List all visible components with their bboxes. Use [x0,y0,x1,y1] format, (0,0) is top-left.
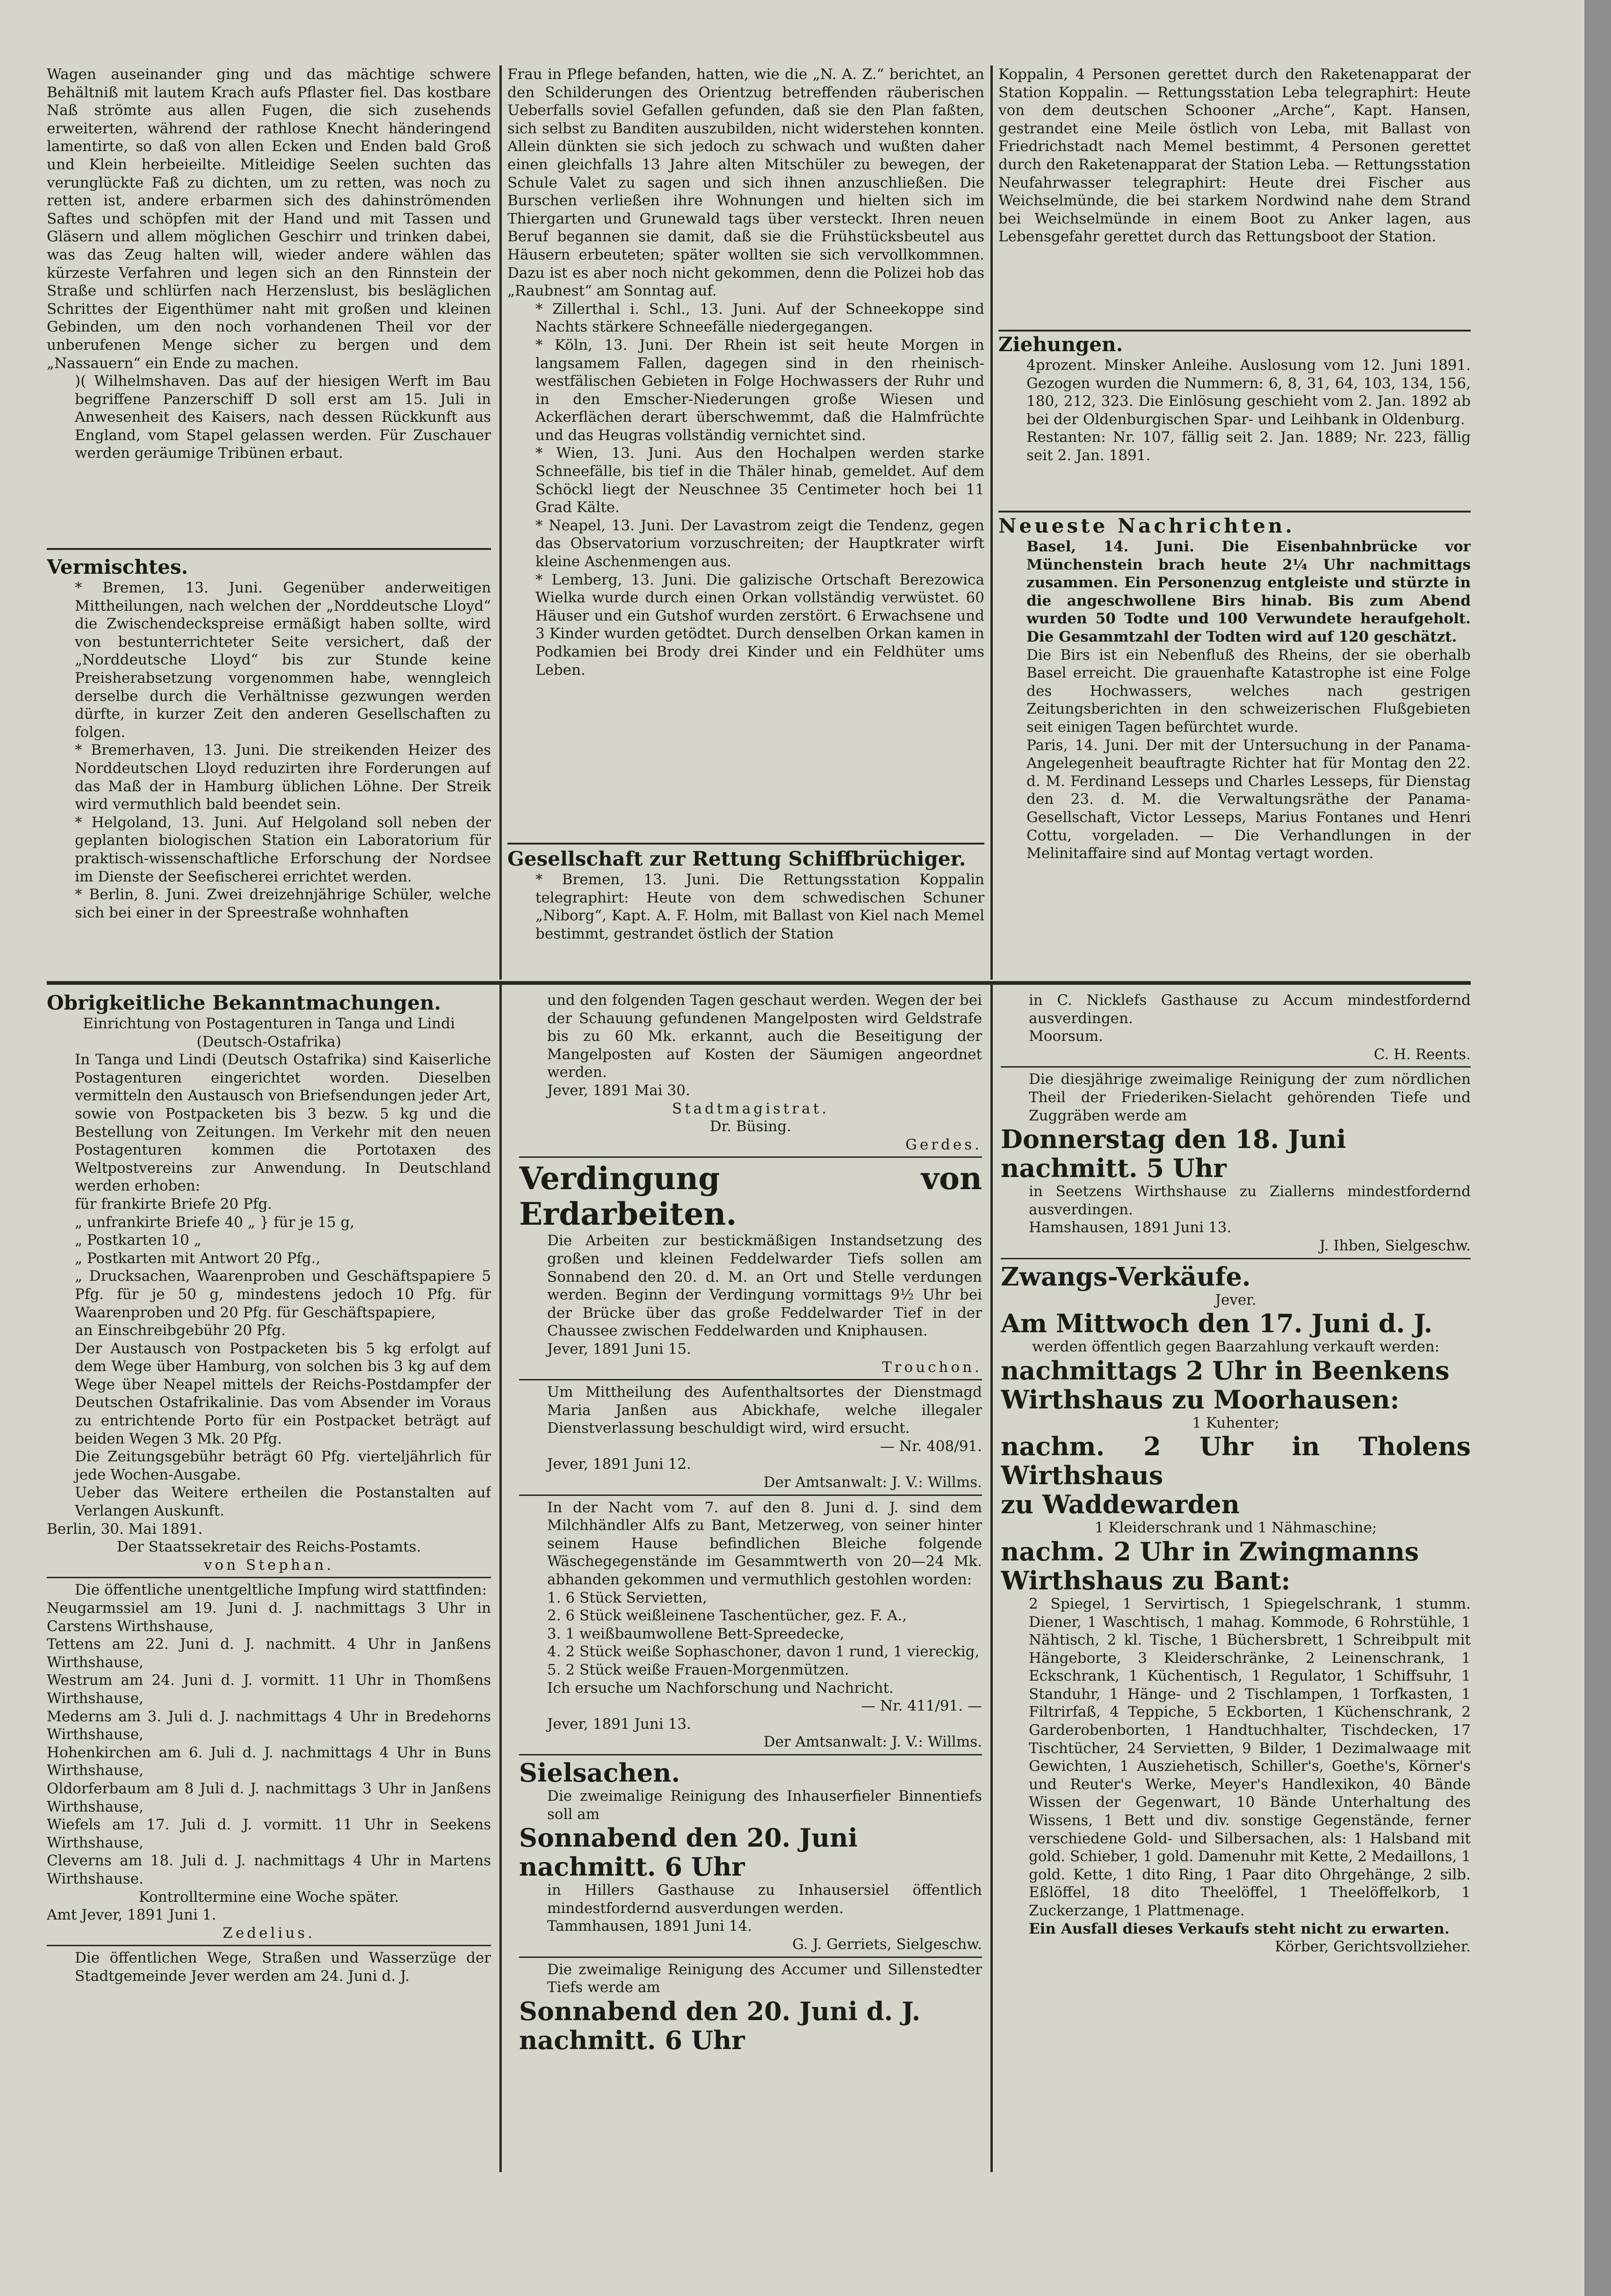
impf-entry: Westrum am 24. Juni d. J. vormitt. 11 Uhr in Thomßens Wirthshause, [47,1672,491,1707]
amt-date: Amt Jever, 1891 Juni 1. [47,1906,217,1924]
notice-text: Die zweimalige Reinigung des Accumer und Sillenstedter Tiefs werde am [547,1961,982,1996]
notice-signature: Trouchon. [882,1358,982,1376]
article-text: Frau in Pflege befanden, hatten, wie die „N. A. Z.“ berichtet, an den Schilderungen des Orientzug betreffenden räuberischen Ueberfalls soviel Gefallen gefunden, daß sie den Plan faßten, sich selbst zu Banditen auszubilden, nicht widerstehen konnten. Allein dünkten sie sich jedoch zu schwach und wußten daher einen gleichfalls 13 Jahre alten Mitschüler zu bewegen, der Schule Valet zu sagen und sich ihnen anzuschließen. Die Burschen verließen ihre Wohnungen und hielten sich im Thiergarten und Grunewald tags über versteckt. Ihren neuen Beruf begannen sie damit, daß sie die Frühstücksbeutel aus Häusern erbeuteten; später wollten sie sich vervollkommnen. Dazu ist es aber noch nicht gekommen, denn die Polizei hob das „Raubnest“ am Sonntag auf. [507,66,984,300]
notice-signature: von Stephan. [203,1556,334,1574]
article-koppalin: Koppalin, 4 Personen gerettet durch den Raketenapparat der Station Koppalin. — Rettungsstation Leba telegraphirt: Heute von dem deutschen Schooner „Arche“, Kapt. Hansen, gestrandet eine Meile östlich von Leba, mit Ballast von Friedrichstadt nach Memel bestimmt, 4 Personen gerettet durch den Raketenapparat der Station Leba. — Rettungsstation Neufahrwasser telegraphirt: Heute drei Fischer aus Weichselmünde, die bei starkem Nordwind nahe dem Strand bei Weichselmünde in einem Boot zu Anker lagen, aus Lebensgefahr gerettet durch das Rettungsboot der Station. [998,66,1471,245]
notice-time-large: nachmitt. 6 Uhr [519,1852,745,1882]
rate-line: „ Postkarten mit Antwort 20 Pfg., [75,1249,321,1267]
section-heading-neueste: Neueste Nachrichten. [998,514,1295,537]
notice-text: Die zweimalige Reinigung des Inhauserfieler Binnentiefs soll am [547,1787,982,1823]
article-wilhelmshaven: )( Wilhelmshaven. Das auf der hiesigen Werft im Bau begriffene Panzerschiff D soll erst am 15. Juli in Anwesenheit des Kaisers, nach dessen Rückkunft aus England, vom Stapel gelassen werden. Für Zuschauer werden geräumige Tribünen erbaut. [75,373,491,462]
notice-date-large: Sonnabend den 20. Juni d. J. [519,1996,921,2026]
notice-date-large: Sonnabend den 20. Juni [519,1823,858,1853]
notice-text: in C. Nicklefs Gasthause zu Accum mindestfordernd ausverdingen. [1029,992,1471,1027]
rule [519,1495,982,1496]
sale-items: 1 Kleiderschrank und 1 Nähmaschine; [1094,1519,1377,1537]
article-rettungsstation: * Bremen, 13. Juni. Die Rettungsstation Koppalin telegraphirt: Heute von dem schwedischen Schuner „Niborg“, Kapt. A. F. Holm, mit Ballast von Kiel nach Memel bestimmt, gestrandet östlich der Station [535,871,984,942]
notice-text: in Seetzens Wirthshause zu Ziallerns mindestfordernd ausverdingen. [1029,1183,1471,1218]
notice-date: Jever, 1891 Juni 12. [547,1456,691,1473]
notice-signature: Der Amtsanwalt: J. V.: Willms. [763,1733,982,1751]
notice-text: werden öffentlich gegen Baarzahlung verkauft werden: [1032,1338,1440,1356]
rule [519,1957,982,1958]
list-item: 3. 1 weißbaumwollene Bett-Spreedecke, [547,1625,845,1642]
impf-entry: Hohenkirchen am 6. Juli d. J. nachmittags 4 Uhr in Buns Wirthshause, [47,1744,491,1779]
section-rule [47,981,1471,985]
article-koeln: * Köln, 13. Juni. Der Rhein ist seit heute Morgen in langsamem Fallen, dagegen sind in den rheinisch-westfälischen Gebieten in Folge Hochwassers der Ruhr und in den Emscher-Niederungen große Wiesen und Ackerflächen derart überschwemmt, daß die Halmfrüchte und das Heugras vollständig vernichtet sind. [535,336,984,444]
notice-date-large: Am Mittwoch den 17. Juni d. J. [1001,1308,1433,1339]
article-lemberg: * Lemberg, 13. Juni. Die galizische Ortschaft Berezowica Wielka wurde durch einen Orkan vollständig verwüstet. 60 Häuser und ein Gutshof wurden zerstört. 6 Erwachsene und 3 Kinder wurden getödtet. Durch denselben Orkan kamen in Podkamien bei Brody drei Kinder und ein Feldhüter ums Leben. [535,571,984,679]
notice-text: Die diesjährige zweimalige Reinigung der zum nördlichen Theil der Friederiken-Sielacht gehörenden Tiefe und Zuggräben werde am [1029,1071,1471,1124]
notice-signature: Gerdes. [905,1136,982,1153]
rule [47,1577,491,1578]
rate-line: „ Drucksachen, Waarenproben und Geschäftspapiere 5 Pfg. für je 50 g, mindestens jedoch 10 Pfg. für Waarenproben und 20 Pfg. für Geschäftspapiere, [75,1268,491,1321]
notice-date-large: Donnerstag den 18. Juni [1001,1124,1346,1155]
notice-date: Tammhausen, 1891 Juni 14. [547,1918,752,1935]
rule [47,1945,491,1946]
top-column-1b [47,556,491,976]
article-bremerhaven: * Bremerhaven, 13. Juni. Die streikenden Heizer des Norddeutschen Lloyd reduzirten ihre Forderungen auf das Maß der in Hamburg üblichen Löhne. Der Streik wird vermuthlich bald beendet sein. [75,742,491,813]
top-column-3c [998,514,1471,980]
bottom-column-1 [47,991,491,2174]
sale-location: nachmittags 2 Uhr in Beenkens [1001,1355,1450,1386]
list-item: 4. 2 Stück weiße Sophaschoner, davon 1 rund, 1 viereckig, [547,1643,980,1661]
rate-line: „ Postkarten 10 „ [75,1232,202,1249]
article-bremen: * Bremen, 13. Juni. Gegenüber anderweitigen Mittheilungen, nach welchen der „Norddeutsche Lloyd“ die Zwischendeckspreise ermäßigt haben sollte, wird von bestunterrichteter Seite versichert, daß der „Norddeutsche Lloyd“ bis zur Stunde keine Preisherabsetzung vorgenommen habe, wenngleich derselbe durch die Verhältnisse gezwungen werden dürfte, in kurzer Zeit den anderen Gesellschaften zu folgen. [75,579,491,741]
article-restanten: Restanten: Nr. 107, fällig seit 2. Jan. 1889; Nr. 223, fällig seit 2. Jan. 1891. [1026,429,1471,464]
notice-place: Berlin, 30. Mai 1891. [47,1520,203,1538]
notice-date: Jever, 1891 Juni 13. [547,1715,691,1733]
section-heading-ziehungen: Ziehungen. [998,333,1123,356]
article-helgoland: * Helgoland, 13. Juni. Auf Helgoland soll neben der geplanten biologischen Station ein Laboratorium für praktisch-wissenschaftliche Erforschung der Nordsee im Dienste der Seefischerei errichtet werden. [75,814,491,885]
notice-time-large: nachmitt. 5 Uhr [1001,1153,1227,1184]
bottom-column-3 [1001,991,1471,2174]
notice-signature: J. Ihben, Sielgeschw. [1319,1237,1471,1254]
sale-location: zu Waddewarden [1001,1489,1240,1520]
notice-number: — Nr. 411/91. — [861,1697,982,1715]
notice-text: In Tanga und Lindi (Deutsch Ostafrika) sind Kaiserliche Postagenturen eingerichtet worden. Dieselben vermitteln den Austausch von Briefsendungen jeder Art, sowie von Postpacketen bis 3 bezw. 5 kg und die Bestellung von Zeitungen. Im Verkehr mit den neuen Postagenturen kommen die Portotaxen des Weltpostvereins zur Anwendung. In Deutschland werden erhoben: [75,1051,491,1195]
notice-signature: G. J. Gerriets, Sielgeschw. [792,1935,982,1953]
column-divider [499,65,502,980]
rule [507,843,984,845]
impf-entry: Mederns am 3. Juli d. J. nachmittags 4 Uhr in Bredehorns Wirthshause, [47,1708,491,1743]
impf-intro: Die öffentliche unentgeltliche Impfung wird stattfinden: [75,1581,487,1599]
amt-signature: Zedelius. [223,1924,315,1942]
article-basel: Basel, 14. Juni. Die Eisenbahnbrücke vor Münchenstein brach heute 2¼ Uhr nachmittags zusammen. Ein Personenzug entgleiste und stürzte in die angeschwollene Birs hinab. Bis zum Abend wurden 50 Todte und 100 Verwundete heraufgeholt. Die Gesammtzahl der Todten wird auf 120 geschätzt. [1026,538,1471,645]
notice-place: Jever. [1215,1291,1257,1308]
article-text: Wagen auseinander ging und das mächtige schwere Behältniß mit lautem Krach aufs Pflaster fiel. Das kostbare Naß strömte aus allen Fugen, die sich zusehends erweiterten, während der rathlose Knecht händeringend lamentirte, so daß von allen Ecken und Enden bald Groß und Klein herbeieilte. Mitleidige Seelen suchten das verunglückte Faß zu dichten, um zu retten, was noch zu retten ist, andere erbarmen sich des dahinströmenden Saftes und schöpfen mit der Hand und mit Tassen und Gläsern und allem möglichen Geschirr und trinken dabei, was das Zeug halten will, wieder andere wählen das kürzeste Verfahren und legen sich an den Rinnstein der Straße und schlürfen nach Herzenslust, bis besläglichen Schrittes der Eigenthümer naht mit großen und kleinen Gebinden, um den noch vorhandenen Theil vor der unberufenen Menge sicher zu bergen und dem „Nassauern“ ein Ende zu machen. [47,66,491,372]
rule [998,330,1471,332]
column-divider [499,984,502,2172]
section-heading-vermischtes: Vermischtes. [47,556,188,578]
notice-date: Jever, 1891 Mai 30. [547,1082,690,1099]
list-item: 5. 2 Stück weiße Frauen-Morgenmützen. [547,1661,849,1678]
rule [519,1156,982,1158]
sale-items: 2 Spiegel, 1 Servirtisch, 1 Spiegelschrank, 1 stumm. Diener, 1 Waschtisch, 1 mahag. Kommode, 6 Rohrstühle, 1 Nähtisch, 2 kl. Tische, 1 Büchersbrett, 1 Schreibpult mit Hängeborte, 3 Kleiderschränke, 2 Leinenschrank, 1 Eckschrank, 1 Küchentisch, 1 Regulator, 1 Schiffsuhr, 1 Standuhr, 1 Hänge- und 2 Tischlampen, 1 Torfkasten, 1 Filtrirfaß, 4 Teppiche, 5 Eckborten, 1 Küchenschrank, 2 Garderobenborten, 1 Handtuchhalter, Tischdecken, 17 Tischtücher, 24 Servietten, 9 Bilder, 1 Dezimalwaage mit Gewichten, 1 Ausziehetisch, Schiller's, Goethe's, Körner's und Reuter's Werke, Meyer's Handlexikon, 40 Bände Wissen der Gegenwart, 10 Bände Unterhaltung des Wissens, 1 Bett und div. sonstige Gegenstände, ferner verschiedene Gold- und Silbersachen, als: 1 Halsband mit gold. Schieber, 1 gold. Damenuhr mit Kette, 2 Medaillons, 1 gold. Kette, 1 dito Ring, 1 Paar dito Ohrgehänge, 2 silb. Eßlöffel, 18 dito Theelöffel, 1 Theelöffelkorb, 1 Zuckerzange, 1 Plattmenage. [1029,1595,1471,1919]
impf-entry: Tettens am 22. Juni d. J. nachmitt. 4 Uhr in Janßens Wirthshause, [47,1636,491,1671]
notice-signature: Stadtmagistrat. [672,1100,830,1117]
sale-location: nachm. 2 Uhr in Zwingmanns [1001,1536,1419,1567]
notice-text: Die öffentlichen Wege, Straßen und Wasserzüge der Stadtgemeinde Jever werden am 24. Juni d. J. [75,1949,491,1985]
top-column-2b [507,847,984,981]
rule [519,1379,982,1380]
heading-sielsachen: Sielsachen. [519,1757,680,1788]
rule [998,511,1471,513]
bottom-column-2 [519,991,982,2174]
section-heading-rettung: Gesellschaft zur Rettung Schiffbrüchiger. [507,847,966,870]
notice-signature: Körber, Gerichtsvollzieher. [1275,1938,1471,1956]
notice-date: Jever, 1891 Juni 15. [547,1340,691,1357]
heading-zwangsverkaeufe: Zwangs-Verkäufe. [1001,1261,1251,1292]
rate-line: für frankirte Briefe 20 Pfg. [75,1195,272,1213]
article-minsker: 4prozent. Minsker Anleihe. Auslosung vom 12. Juni 1891. Gezogen wurden die Nummern: 6, 8, 31, 64, 103, 134, 156, 180, 212, 323. Die Einlösung geschieht vom 2. Jan. 1892 ab bei der Oldenburgischen Spar- und Leihbank in Oldenburg. [1026,357,1471,428]
sale-items: 1 Kuhenter; [1192,1414,1279,1431]
article-zillerthal: * Zillerthal i. Schl., 13. Juni. Auf der Schneekoppe sind Nachts stärkere Schneefälle niedergegangen. [535,300,984,336]
rule [1001,1258,1471,1259]
top-column-3b [998,333,1471,511]
notice-signature: Der Staatssekretair des Reichs-Postamts. [116,1538,421,1556]
list-item: 2. 6 Stück weißleinene Taschentücher, gez. F. A., [547,1607,907,1625]
notice-text: Die Zeitungsgebühr beträgt 60 Pfg. vierteljährlich für jede Wochen-Ausgabe. [75,1448,491,1483]
notice-date: Hamshausen, 1891 Juni 13. [1029,1219,1232,1236]
article-birs: Die Birs ist ein Nebenfluß des Rheins, der sie oberhalb Basel erreicht. Die grauenhafte Katastrophe ist eine Folge des Hochwassers, welches nach gestrigen Zeitungsberichten in den schweizerischen Flußgebieten seit einigen Tagen befürchtet wurde. [1026,646,1471,736]
article-neapel: * Neapel, 13. Juni. Der Lavastrom zeigt die Tendenz, gegen das Observatorium vorzuschreiten; der Hauptkrater wirft kleine Aschenmengen aus. [535,517,984,570]
notice-signature: Dr. Büsing. [709,1118,792,1135]
scan-edge [1584,0,1611,2296]
column-divider [990,65,993,980]
column-divider [990,984,993,2172]
sale-location: Wirthshaus zu Bant: [1001,1565,1291,1596]
article-wien: * Wien, 13. Juni. Aus den Hochalpen werden starke Schneefälle, bis tief in die Thäler hinab, gemeldet. Auf dem Schöckl liegt der Neuschnee 35 Centimeter hoch bei 11 Grad Kälte. [535,445,984,516]
impf-entry: Oldorferbaum am 8 Juli d. J. nachmittags 3 Uhr in Janßens Wirthshause, [47,1780,491,1815]
notice-text: Der Austausch von Postpacketen bis 5 kg erfolgt auf dem Wege über Hamburg, von solchen bis 3 kg auf dem Wege über Neapel mittels der Reichs-Postdampfer der Deutschen Ostafrikalinie. Das vom Absender im Voraus zu entrichtende Porto für ein Postpacket beträgt auf beiden Wegen 3 Mk. 20 Pfg. [75,1340,491,1447]
rule [1001,1066,1471,1068]
heading-bekanntmachungen: Obrigkeitliche Bekanntmachungen. [47,991,441,1014]
notice-text: In der Nacht vom 7. auf den 8. Juni d. J. sind dem Milchhändler Alfs zu Bant, Metzerweg, von seiner hinter seinem Hause befindlichen Bleiche folgende Wäschegegenstände im Gesammtwerth von 20—24 Mk. abhanden gekommen und vermuthlich gestohlen worden: [547,1499,982,1588]
sale-location: nachm. 2 Uhr in Tholens Wirthshaus [1001,1431,1471,1491]
rate-line: an Einschreibgebühr 20 Pfg. [75,1322,286,1339]
heading-verdingung: Verdingung von Erdarbeiten. [519,1160,982,1233]
kontrolltermine: Kontrolltermine eine Woche später. [138,1888,399,1906]
rate-line: „ unfrankirte Briefe 40 „ } für je 15 g, [75,1213,355,1231]
notice-time-large: nachmitt. 6 Uhr [519,2025,745,2055]
rule [47,548,491,550]
top-column-3 [998,65,1471,327]
notice-text: und den folgenden Tagen geschaut werden. Wegen der bei der Schauung gefundenen Mangelposten wird Geldstrafe bis zu 60 Mk. erkannt, auch die Beseitigung der Mangelposten auf Kosten der Säumigen angeordnet werden. [547,992,982,1081]
rule [519,1754,982,1755]
impf-entry: Neugarmssiel am 19. Juni d. J. nachmittags 3 Uhr in Carstens Wirthshause, [47,1600,491,1635]
sale-location: Wirthshaus zu Moorhausen: [1001,1384,1400,1415]
impf-entry: Cleverns am 18. Juli d. J. nachmittags 4 Uhr in Martens Wirthshause. [47,1852,491,1887]
notice-text: in Hillers Gasthause zu Inhausersiel öffentlich mindestfordernd ausverdungen werden. [547,1882,982,1917]
notice-text: Ein Ausfall dieses Verkaufs steht nicht zu erwarten. [1029,1920,1450,1937]
notice-signature: C. H. Reents. [1373,1046,1471,1063]
top-column-2 [507,65,984,842]
notice-text: Ueber das Weitere ertheilen die Postanstalten auf Verlangen Auskunft. [75,1484,491,1520]
list-item: 1. 6 Stück Servietten, [547,1589,707,1606]
impf-entry: Wiefels am 17. Juli d. J. vormitt. 11 Uhr in Seekens Wirthshause, [47,1816,491,1851]
notice-text: Ich ersuche um Nachforschung und Nachricht. [547,1679,894,1697]
article-berlin: * Berlin, 8. Juni. Zwei dreizehnjährige Schüler, welche sich bei einer in der Spreestraße wohnhaften [75,886,491,921]
notice-text: Um Mittheilung des Aufenthaltsortes der Dienstmagd Maria Janßen aus Abickhafe, welche illegaler Dienstverlassung beschuldigt wird, wird ersucht. [547,1384,982,1437]
article-paris: Paris, 14. Juni. Der mit der Untersuchung in der Panama-Angelegenheit beauftragte Richter hat für Montag den 22. d. M. Ferdinand Lesseps und Charles Lesseps, für Dienstag den 23. d. M. die Verwaltungsräthe der Panama-Gesellschaft, Victor Lesseps, Marius Fontanes und Henri Cottu, vorgeladen. — Die Verhandlungen in der Melinitaffaire sind auf Montag vertagt worden. [1026,736,1471,862]
notice-subtitle: Einrichtung von Postagenturen in Tanga und Lindi (Deutsch-Ostafrika) [83,1015,455,1050]
notice-signature: Der Amtsanwalt: J. V.: Willms. [763,1474,982,1491]
notice-number: — Nr. 408/91. [880,1437,982,1455]
notice-text: Die Arbeiten zur bestickmäßigen Instandsetzung des großen und kleinen Feddelwarder Tiefs sollen am Sonnabend den 20. d. M. an Ort und Stelle verdungen werden. Beginn der Verdingung vormittags 9½ Uhr bei der Brücke über das große Feddelwarder Tief in der Chaussee zwischen Feddelwarden und Kniphausen. [547,1232,982,1340]
notice-place: Moorsum. [1029,1028,1104,1045]
